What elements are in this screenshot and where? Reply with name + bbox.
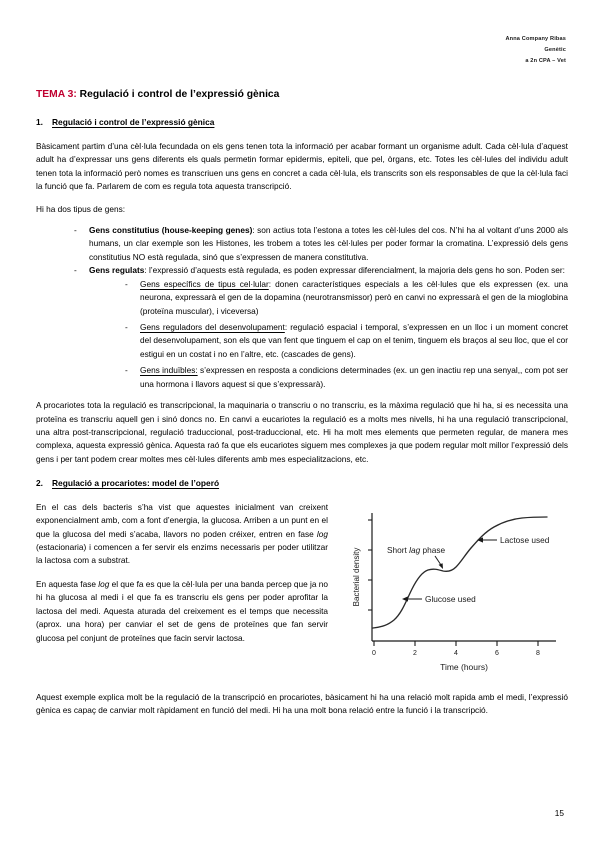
chart-y-ticks (368, 520, 372, 610)
chart-x-ticks (374, 641, 538, 646)
section-title-2: Regulació a procariotes: model de l’operó (52, 478, 220, 489)
section-number-1: 1. (36, 117, 43, 128)
paragraph-intro: Bàsicament partim d’una cèl·lula fecundada on els gens tenen tota la informació per acabar formant un organisme adult. Cada cèl·lula d’aquest adult ha d’expressar uns gens diferents els quals permetin formar epidermis, epiteli, que pel, òrgans, etc. Totes les cèl·lules del individu adult tenen tota la informació però nomes es transcriuen uns gens en concret a cada cèl·lula, els transcrits son els responsables de que la cèl·lula faci la funció que fa. Parlarem de com es regula tota aquesta transcripció. (36, 140, 568, 192)
chart-growth-curve (373, 517, 547, 628)
bacteris-1-log: log (316, 528, 328, 539)
chart-svg (342, 503, 568, 679)
gene-types-list (68, 224, 568, 391)
text-induibles: s’expressen en resposta a condicions determinades (ex. un gen inactiu rep una senyal,, com pot ser una hormona i llavors aquest si que s’expressarà). (140, 365, 568, 389)
annotation-lactose-label: Lactose used (500, 534, 550, 545)
chart-xtick-3: 6 (495, 649, 499, 657)
text-regulats: : l’expressió d’aquests està regulada, es poden expressar diferencialment, la majoria dels gens ho son. Poden ser: (144, 265, 565, 276)
annotation-lag-prefix: Short (387, 544, 410, 555)
term-constitutius: Gens constitutius (house-keeping genes) (89, 224, 253, 235)
header-subject: Genètic (544, 46, 566, 53)
annotation-short-lag-phase (387, 545, 446, 569)
list-item-induibles (119, 364, 568, 391)
annotation-glucose-label: Glucose used (425, 593, 476, 604)
annotation-lag-suffix: phase (420, 544, 446, 555)
page-number: 15 (554, 808, 564, 818)
bacteris-2-part-b: el que fa es que la cèl·lula per una banda percep que ja no hi ha glucosa al medi i el que fa es transcriu els gens per poder aprofitar la lactosa del medi. Aquesta aturada del creixement es el temps que necessita (aprox. una hora) per canviar el set de gens de proteïnes que fan servir glucosa pel conjunt de proteïnes que facin servir lactosa. (36, 578, 329, 643)
tema-title-text: Regulació i control de l’expressió gènica (76, 89, 280, 100)
bacteris-1-part-a: En el cas dels bacteris s’ha vist que aquestes inicialment van creixent exponencialment amb, com a font d’energia, la glucosa. Arriben a un punt en el que la glucosa del medi s’acaba, llavors no poden créixer, entren en fase (36, 501, 328, 539)
header-course: a 2n CPA – Vet (525, 57, 566, 64)
document-body (36, 88, 568, 728)
annotation-glucose-used (402, 594, 476, 604)
chart-xtick-2: 4 (454, 649, 458, 657)
text-especifics: : donen característiques especials a les cèl·lules que els expressen (ex. una neurona, expressarà el gen de la dopamina (neurotransmissor) però en canvi no expressarà el gen de la mioglobina (proteïna muscular), i viceversa) (140, 278, 568, 316)
chart-xtick-0: 0 (372, 649, 376, 657)
list-item-constitutius (68, 224, 568, 264)
chart-bacterial-growth (342, 503, 568, 679)
chart-x-axis-label: Time (hours) (440, 661, 488, 672)
annotation-lag-phase-label (387, 545, 446, 555)
chart-xtick-4: 8 (536, 649, 540, 657)
annotation-lactose-used (477, 535, 550, 545)
term-especifics: Gens específics de tipus cel·lular (140, 278, 269, 289)
term-reguladors: Gens reguladors del desenvolupament (140, 321, 285, 332)
bacteris-1-part-b: (estacionaria) i comencen a fer servir els enzims necessaris per poder utilitzar la lactosa com a substrat. (36, 542, 328, 566)
tema-label: TEMA 3: (36, 89, 77, 100)
annotation-lag-italic: lag (409, 544, 421, 555)
chart-x-tick-labels (372, 650, 540, 657)
section-number-2: 2. (36, 478, 43, 489)
gene-types-list-wrapper (68, 224, 568, 391)
bacteris-2-part-a: En aquesta fase (36, 578, 99, 589)
list-item-regulats (68, 264, 568, 391)
page-title (36, 88, 568, 101)
paragraph-two-types-lead: Hi ha dos tipus de gens: (36, 204, 126, 215)
text-constitutius: : son actius tota l’estona a totes les cèl·lules del cos. N’hi ha al voltant d’uns 2000 als humans, un clar exemple son les Histones, les trobem a totes les cèl·lules per poder formar la cromatina. L’expressió dels gens constitutius NO està regulada, sinó que s’expressen de manera constitutiva. (89, 224, 569, 262)
chart-xtick-1: 2 (413, 649, 417, 657)
section-title-1: Regulació i control de l’expressió gènica (52, 117, 215, 128)
term-regulats: Gens regulats (89, 265, 145, 276)
document-header (505, 34, 566, 67)
gene-subtypes-wrapper (119, 278, 568, 392)
list-item-reguladors (119, 321, 568, 361)
list-item-especifics (119, 278, 568, 318)
chart-y-axis-label: Bacterial density (352, 547, 361, 607)
figure-diauxic-growth (342, 503, 568, 679)
text-reguladors: : regulació espacial i temporal, s’expressen en un lloc i un moment concret del desenvolupament, son els que van fent que tinguem el cap on el tenim, tinguem els braços al seu lloc, que el cor estigui en un costat i no en l’altre, etc. (cascades de gens). (140, 321, 568, 359)
section-heading-1 (36, 117, 568, 128)
term-induibles: Gens induïbles: (140, 365, 198, 376)
paragraph-conclusio: Aquest exemple explica molt be la regulació de la transcripció en procariotes, bàsicament hi ha una relació molt rapida amb el medi, l’expressió gènica es capaç de canviar molt ràpidament en funció del medi. Hi ha una molt bona relació entre la funció i la transcripció. (36, 691, 568, 716)
paragraph-procariotes: A procariotes tota la regulació es transcripcional, la maquinaria o transcriu o no transcriu, es la màxima regulació que hi ha, si es necessita una proteïna es transcriu aquell gen i sinó doncs no. En canvi a eucariotes la regulació es a molts mes nivells, hi ha una regulació transcripcional, una altra post-transcripcional, regulació traduccional, post-traduccional, etc. Hi ha molt mes elements que permeten regular, de manera mes complexa, aquesta expressió gènica. Aquesta raó fa que els eucariotes siguem mes complexes ja que podem regular molt millor l’expressió dels gens i per tant podem crear moltes mes cèl·lules diferents amb mes especialitzacions, etc. (36, 400, 568, 464)
gene-subtypes-list (119, 278, 568, 392)
header-author: Anna Company Ribas (505, 36, 566, 42)
section-heading-2 (36, 478, 568, 489)
bacteris-2-log: log (98, 578, 110, 589)
